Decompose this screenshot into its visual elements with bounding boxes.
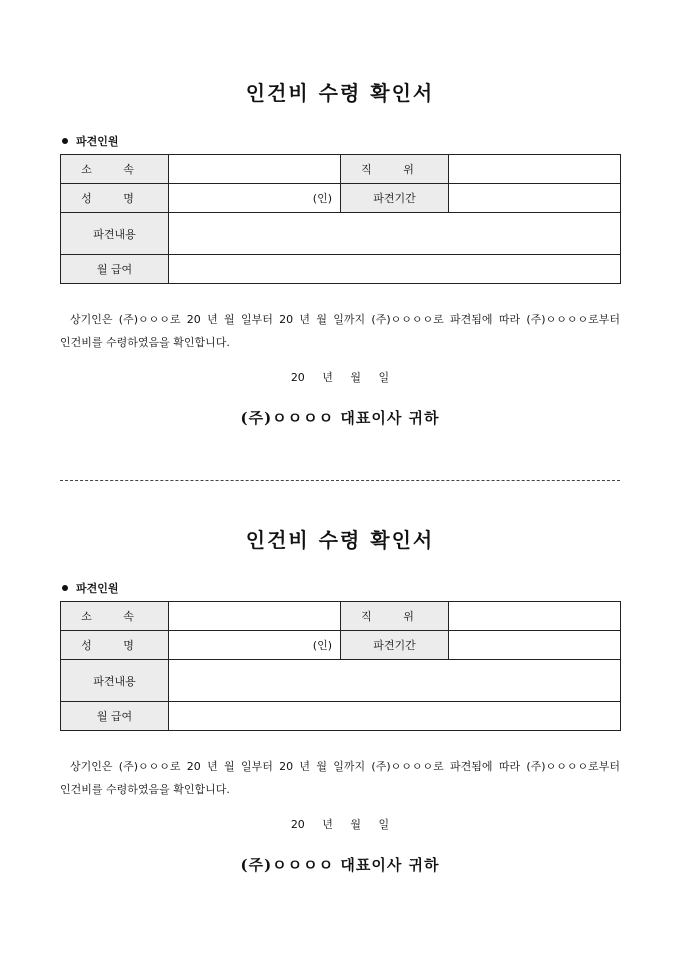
salary-field[interactable] (169, 255, 621, 284)
cut-line-divider (60, 480, 620, 481)
form-title: 인건비 수령 확인서 (245, 81, 435, 105)
section-label: 파견인원 (76, 135, 119, 148)
label-position: 직 위 (341, 155, 449, 184)
period-field[interactable] (449, 184, 621, 213)
table-row (61, 213, 621, 255)
content-field[interactable] (169, 660, 621, 702)
confirmation-statement: 상기인은 (주)ㅇㅇㅇ로 20 년 월 일부터 20 년 월 일까지 (주)ㅇㅇㅇㅇ로 파견됨에 따라 (주)ㅇㅇㅇㅇ로부터 인건비를 수령하였음을 확인합니다. (60, 313, 620, 349)
bullet-icon (62, 585, 68, 591)
table-row (61, 631, 621, 660)
date-line: 20 년 월 일 (290, 818, 390, 831)
salary-field[interactable] (169, 702, 621, 731)
label-affiliation: 소 속 (61, 602, 169, 631)
receipt-form-1 (60, 78, 620, 430)
label-period: 파견기간 (341, 184, 449, 213)
table-row (61, 702, 621, 731)
label-name: 성 명 (61, 631, 169, 660)
confirmation-statement: 상기인은 (주)ㅇㅇㅇ로 20 년 월 일부터 20 년 월 일까지 (주)ㅇㅇㅇㅇ로 파견됨에 따라 (주)ㅇㅇㅇㅇ로부터 인건비를 수령하였음을 확인합니다. (60, 760, 620, 796)
section-label: 파견인원 (76, 582, 119, 595)
bullet-icon (62, 138, 68, 144)
position-field[interactable] (449, 155, 621, 184)
period-field[interactable] (449, 631, 621, 660)
seal-mark: (인) (312, 639, 332, 652)
content-field[interactable] (169, 213, 621, 255)
addressee: (주)ㅇㅇㅇㅇ 대표이사 귀하 (240, 409, 440, 427)
addressee: (주)ㅇㅇㅇㅇ 대표이사 귀하 (240, 856, 440, 874)
affiliation-field[interactable] (169, 155, 341, 184)
personnel-table (60, 601, 621, 731)
label-affiliation: 소 속 (61, 155, 169, 184)
affiliation-field[interactable] (169, 602, 341, 631)
table-row (61, 155, 621, 184)
section-heading (60, 134, 620, 150)
label-salary: 월 급여 (61, 255, 169, 284)
section-heading (60, 581, 620, 597)
label-salary: 월 급여 (61, 702, 169, 731)
label-name: 성 명 (61, 184, 169, 213)
table-row (61, 660, 621, 702)
name-field[interactable] (169, 631, 341, 660)
name-field[interactable] (169, 184, 341, 213)
table-row (61, 602, 621, 631)
label-period: 파견기간 (341, 631, 449, 660)
label-content: 파견내용 (61, 213, 169, 255)
label-content: 파견내용 (61, 660, 169, 702)
form-title: 인건비 수령 확인서 (245, 528, 435, 552)
personnel-table (60, 154, 621, 284)
table-row (61, 184, 621, 213)
date-line: 20 년 월 일 (290, 371, 390, 384)
table-row (61, 255, 621, 284)
position-field[interactable] (449, 602, 621, 631)
receipt-form-2 (60, 525, 620, 877)
seal-mark: (인) (312, 192, 332, 205)
label-position: 직 위 (341, 602, 449, 631)
